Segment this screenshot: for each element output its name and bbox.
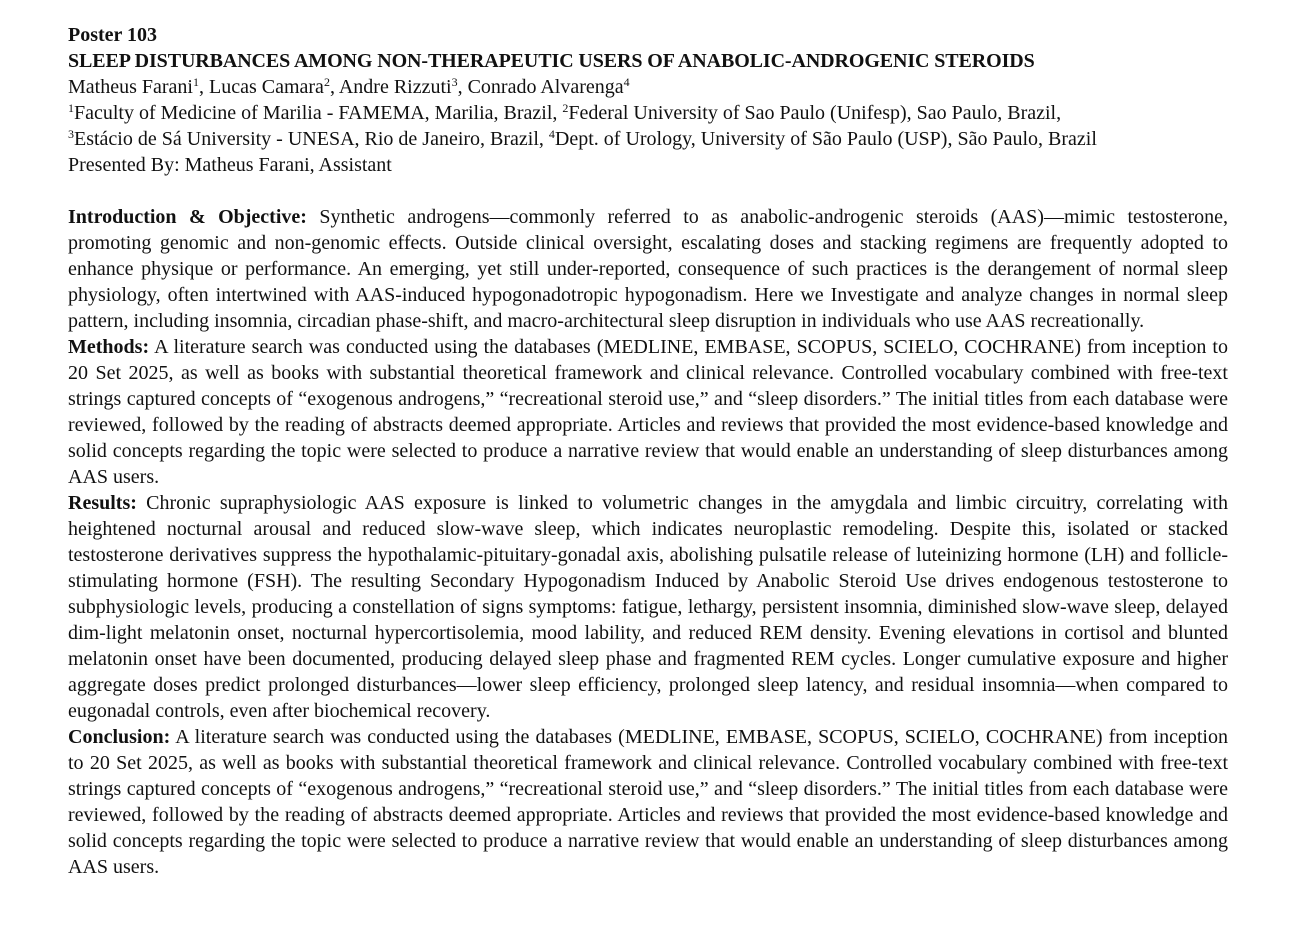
author-separator: , — [198, 76, 209, 98]
methods-label: Methods: — [68, 336, 150, 358]
introduction-text: Synthetic androgens—commonly referred to as anabolic-androgenic steroids (AAS)—mimic testosterone, promoting genomic and non-genomic effects. Outside clinical oversight, escalating doses and stacking regimens are frequently adopted to enhance physique or performance. An emerging, yet still under-reported, consequence of such practices is the derangement of normal sleep physiology, often intertwined with AAS-induced hypogonadotropic hypogonadism. Here we Investigate and analyze changes in normal sleep pattern, including insomnia, circadian phase-shift, and macro-architectural sleep disruption in individuals who use AAS recreationally. — [68, 206, 1229, 332]
affiliation-text: Dept. of Urology, University of São Paulo (USP), São Paulo, Brazil — [554, 128, 1097, 150]
author-separator: , — [457, 76, 468, 98]
presented-by: Presented By: Matheus Farani, Assistant — [68, 154, 392, 176]
introduction-label: Introduction & Objective: — [68, 206, 307, 228]
conclusion-text: A literature search was conducted using the databases (MEDLINE, EMBASE, SCOPUS, SCIELO, COCHRANE) from inception to 20 Set 2025, as well as books with substantial theoretical framework and clinical relevance. Controlled vocabulary combined with free-text strings captured concepts of “exogenous androgens,” “recreational steroid use,” and “sleep disorders.” The initial titles from each database were reviewed, followed by the reading of abstracts deemed appropriate. Articles and reviews that provided the most evidence-based knowledge and solid concepts regarding the topic were selected to produce a narrative review that would enable an understanding of sleep disturbances among AAS users. — [68, 726, 1228, 878]
affiliation-number: 2 — [562, 101, 569, 115]
affiliation-text: Estácio de Sá University - UNESA, Rio de Janeiro, Brazil, — [74, 128, 549, 150]
introduction-section — [68, 204, 1228, 334]
poster-title: SLEEP DISTURBANCES AMONG NON-THERAPEUTIC USERS OF ANABOLIC-ANDROGENIC STEROIDS — [68, 50, 1035, 72]
conclusion-section — [68, 724, 1228, 880]
results-section — [68, 490, 1228, 724]
methods-text: A literature search was conducted using the databases (MEDLINE, EMBASE, SCOPUS, SCIELO, COCHRANE) from inception to 20 Set 2025, as well as books with substantial theoretical framework and clinical relevance. Controlled vocabulary combined with free-text strings captured concepts of “exogenous androgens,” “recreational steroid use,” and “sleep disorders.” The initial titles from each database were reviewed, followed by the reading of abstracts deemed appropriate. Articles and reviews that provided the most evidence-based knowledge and solid concepts regarding the topic were selected to produce a narrative review that would enable an understanding of sleep disturbances among AAS users. — [68, 336, 1228, 488]
abstract-page — [68, 22, 1228, 880]
affiliation-text: Federal University of Sao Paulo (Unifesp), Sao Paulo, Brazil, — [568, 102, 1062, 124]
affiliations-line — [68, 126, 1228, 152]
author-list — [68, 74, 1228, 100]
section-spacer — [68, 178, 1228, 204]
author-name: Lucas Camara — [208, 76, 324, 98]
author-name: Matheus Farani — [68, 76, 193, 98]
poster-number: Poster 103 — [68, 24, 158, 46]
author-affiliation-number: 1 — [192, 75, 199, 89]
conclusion-label: Conclusion: — [68, 726, 171, 748]
author-name: Conrado Alvarenga — [467, 76, 624, 98]
affiliation-number: 4 — [548, 127, 555, 141]
results-text: Chronic supraphysiologic AAS exposure is linked to volumetric changes in the amygdala and limbic circuitry, correlating with heightened nocturnal arousal and reduced slow-wave sleep, which indicates neuroplastic remodeling. Despite this, isolated or stacked testosterone derivatives suppress the hypothalamic-pituitary-gonadal axis, abolishing pulsatile release of luteinizing hormone (LH) and follicle-stimulating hormone (FSH). The resulting Secondary Hypogonadism Induced by Anabolic Steroid Use drives endogenous testosterone to subphysiologic levels, producing a constellation of signs symptoms: fatigue, lethargy, persistent insomnia, diminished slow-wave sleep, delayed dim-light melatonin onset, nocturnal hypercortisolemia, mood lability, and reduced REM density. Evening elevations in cortisol and blunted melatonin onset have been documented, producing delayed sleep phase and fragmented REM cycles. Longer cumulative exposure and higher aggregate doses predict prolonged disturbances—lower sleep efficiency, prolonged sleep latency, and residual insomnia—when compared to eugonadal controls, even after biochemical recovery. — [68, 492, 1229, 722]
results-label: Results: — [68, 492, 137, 514]
affiliation-number: 1 — [68, 101, 74, 115]
author-affiliation-number: 2 — [323, 75, 330, 89]
author-separator: , — [329, 76, 339, 98]
affiliations-line — [68, 100, 1228, 126]
author-affiliation-number: 3 — [451, 75, 458, 89]
affiliation-text: Faculty of Medicine of Marilia - FAMEMA, Marilia, Brazil, — [74, 102, 563, 124]
author-name: Andre Rizzuti — [338, 76, 452, 98]
affiliation-number: 3 — [68, 127, 74, 141]
methods-section — [68, 334, 1228, 490]
author-affiliation-number: 4 — [623, 75, 630, 89]
